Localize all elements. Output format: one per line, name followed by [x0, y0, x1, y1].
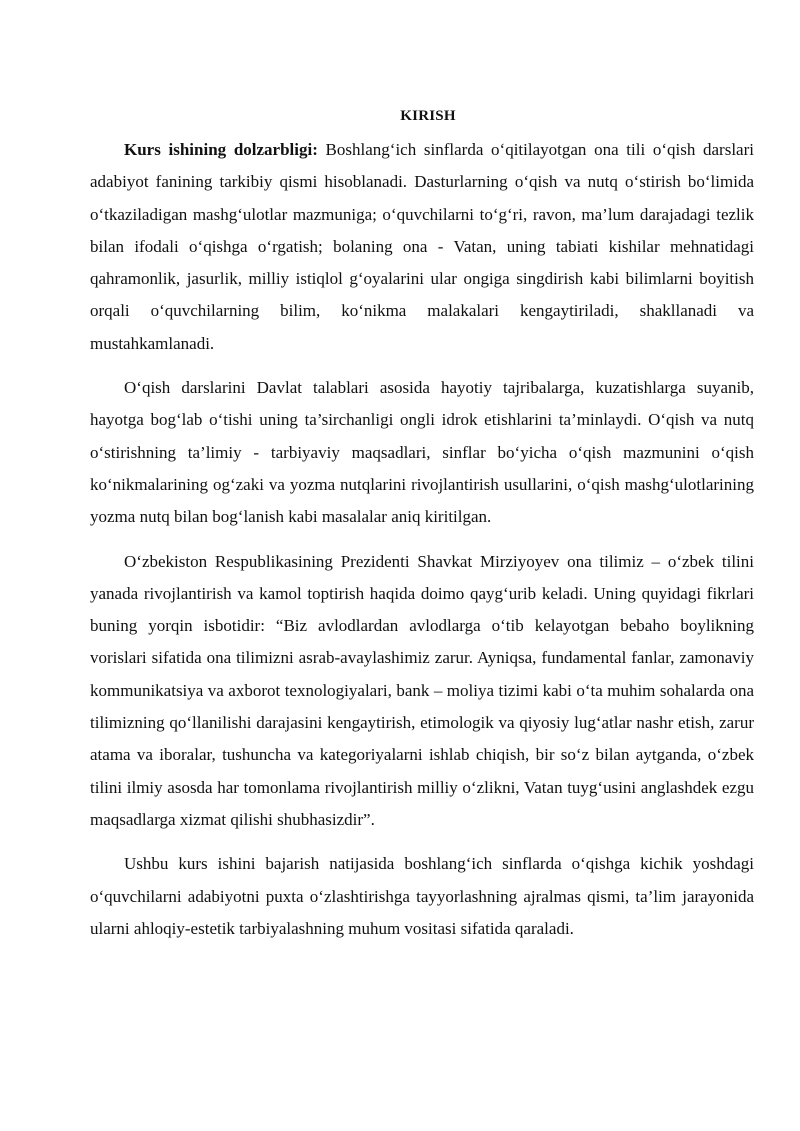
paragraph-course-result: Ushbu kurs ishini bajarish natijasida boshlang‘ich sinflarda o‘qishga kichik yoshdagi o‘quvchilarni adabiyotni puxta o‘zlashtirishga tayyorlashning ajralmas qismi, ta’lim jarayonida ularni ahloqiy-estetik tarbiyalashning muhum vositasi sifatida qaraladi. — [90, 854, 754, 938]
paragraph-text: Boshlang‘ich sinflarda o‘qitilayotgan ona tili o‘qish darslari adabiyot fanining tarkibiy qismi hisoblanadi. Dasturlarning o‘qish va nutq o‘stirish bo‘limida o‘tkaziladigan mashg‘ulotlar mazmuniga; o‘quvchilarni to‘g‘ri, ravon, ma’lum darajadagi tezlik bilan ifodali o‘qishga o‘rgatish; bolaning ona - Vatan, uning tabiati kishilar mehnatidagi qahramonlik, jasurlik, milliy istiqlol g‘oyalarini ular ongiga singdirish kabi bilimlarni boyitish orqali o‘quvchilarning bilim, ko‘nikma malakalari kengaytiriladi, shakllanadi va mustahkamlanadi. — [90, 140, 754, 353]
paragraph-reading-lessons: O‘qish darslarini Davlat talablari asosida hayotiy tajribalarga, kuzatishlarga suyanib, hayotga bog‘lab o‘tishi uning ta’sirchanligi ongli idrok etishlarini ta’minlaydi. O‘qish va nutq o‘stirishning ta’limiy - tarbiyaviy maqsadlari, sinflar bo‘yicha o‘qish mazmunini o‘qish ko‘nikmalarining og‘zaki va yozma nutqlarini rivojlantirish usullarini, o‘qish mashg‘ulotlarining yozma nutq bilan bog‘lanish kabi masalalar aniq kiritilgan. — [90, 378, 754, 527]
paragraph-relevance — [90, 134, 754, 360]
paragraph-president-quote: O‘zbekiston Respublikasining Prezidenti Shavkat Mirziyoyev ona tilimiz – o‘zbek tilini yanada rivojlantirish va kamol toptirish haqida doimo qayg‘urib keladi. Uning quyidagi fikrlari buning yorqin isbotidir: “Biz avlodlardan avlodlarga o‘tib kelayotgan bebaho boylikning vorislari sifatida ona tilimizni asrab-avaylashimiz zarur. Ayniqsa, fundamental fanlar, zamonaviy kommunikatsiya va axborot texnologiyalari, bank – moliya tizimi kabi o‘ta muhim sohalarda ona tilimizning qo‘llanilishi darajasini kengaytirish, etimologik va qiyosiy lug‘atlar nashr etish, zarur atama va iboralar, tushuncha va kategoriyalarni ishlab chiqish, bir so‘z bilan aytganda, o‘zbek tilini ilmiy asosda har tomonlama rivojlantirish milliy o‘zlikni, Vatan tuyg‘usini anglashdek ezgu maqsadlarga xizmat qilishi shubhasizdir”. — [90, 551, 754, 829]
section-heading: KIRISH — [400, 108, 456, 124]
paragraph-lead: Kurs ishining dolzarbligi: — [124, 140, 318, 159]
